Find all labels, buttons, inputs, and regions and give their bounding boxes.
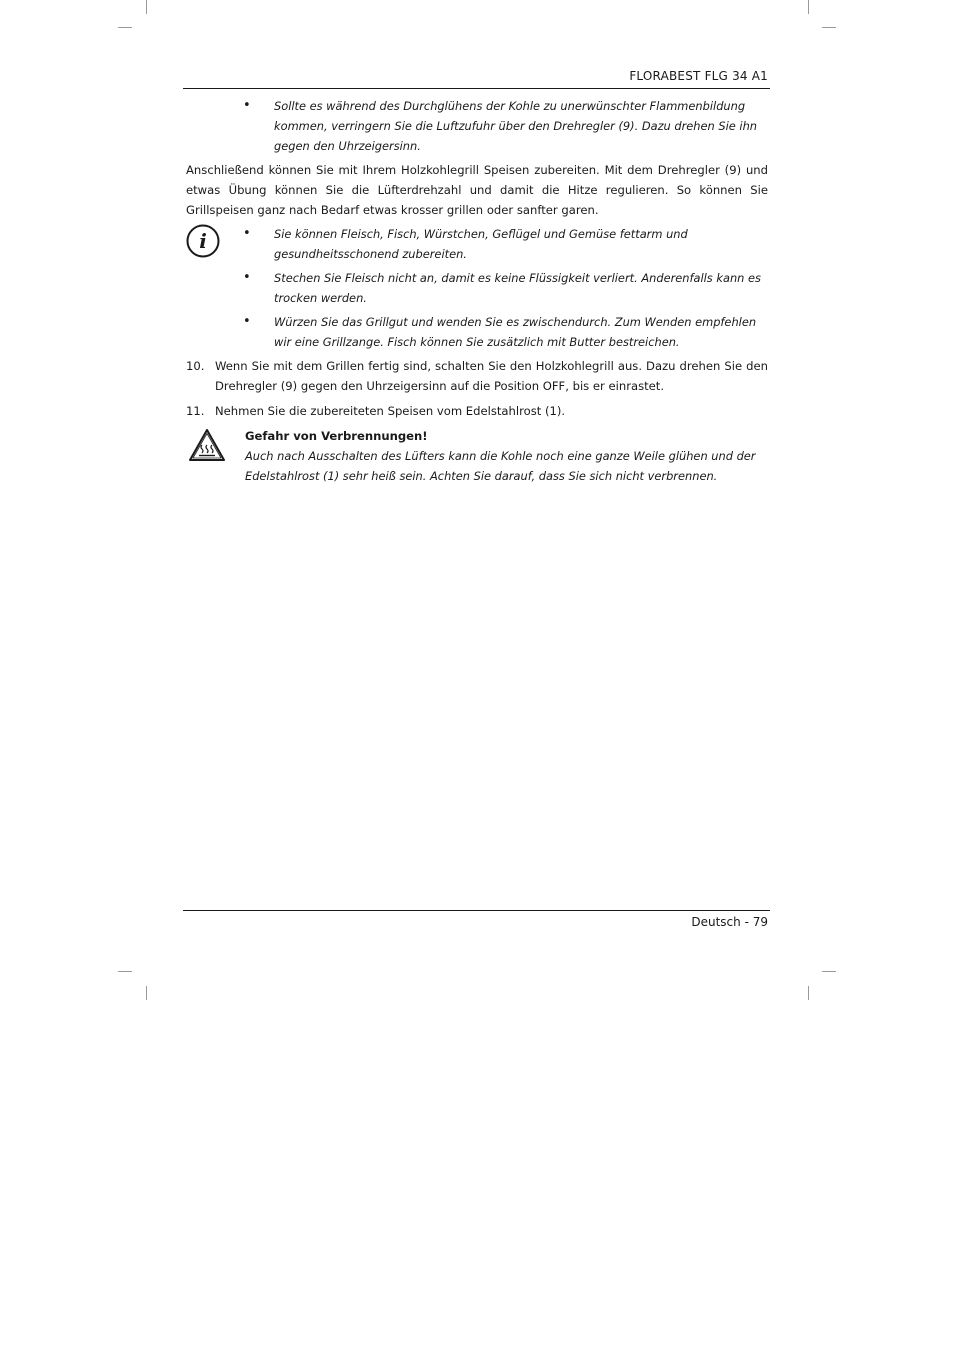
bullet-icon: • bbox=[243, 98, 251, 113]
page-header-product: FLORABEST FLG 34 A1 bbox=[629, 69, 768, 83]
crop-mark-top-right-v bbox=[808, 0, 809, 14]
step-text: Wenn Sie mit dem Grillen fertig sind, schalten Sie den Holzkohlegrill aus. Dazu drehen Sie den Drehregler (9) gegen den Uhrzeigersinn auf die Position OFF, bis er einrastet. bbox=[215, 359, 768, 393]
crop-mark-bottom-left-v bbox=[146, 986, 147, 1000]
crop-mark-bottom-right-h bbox=[822, 971, 836, 972]
step-item bbox=[186, 356, 768, 396]
step-text: Nehmen Sie die zubereiteten Speisen vom Edelstahlrost (1). bbox=[215, 404, 566, 418]
footer-rule bbox=[183, 910, 770, 911]
list-item bbox=[186, 96, 768, 156]
crop-mark-bottom-left-h bbox=[118, 971, 132, 972]
crop-mark-top-right-h bbox=[822, 27, 836, 28]
bullet-text: Würzen Sie das Grillgut und wenden Sie es zwischendurch. Zum Wenden empfehlen wir eine Grillzange. Fisch können Sie zusätzlich mit Butter bestreichen. bbox=[274, 315, 757, 349]
step-number: 10. bbox=[186, 359, 205, 373]
crop-mark-top-left-h bbox=[118, 27, 132, 28]
list-item bbox=[186, 224, 768, 264]
step-list bbox=[186, 356, 768, 421]
warning-title: Gefahr von Verbrennungen! bbox=[245, 429, 428, 443]
crop-mark-bottom-right-v bbox=[808, 986, 809, 1000]
bullet-icon: • bbox=[243, 226, 251, 241]
warning-text: Auch nach Ausschalten des Lüfters kann die Kohle noch eine ganze Weile glühen und der Edelstahlrost (1) sehr heiß sein. Achten Sie darauf, dass Sie sich nicht verbrennen. bbox=[245, 449, 756, 483]
info-bullet-list bbox=[186, 224, 768, 352]
intro-bullet-list bbox=[186, 96, 768, 156]
hot-surface-warning-icon bbox=[188, 428, 226, 462]
info-icon-symbol: i bbox=[199, 229, 207, 253]
info-note bbox=[186, 224, 768, 352]
page-footer-label: Deutsch - 79 bbox=[691, 915, 768, 929]
bullet-icon: • bbox=[243, 270, 251, 285]
bullet-text: Sollte es während des Durchglühens der Kohle zu unerwünschter Flammenbildung kommen, verringern Sie die Luftzufuhr über den Drehregler (9). Dazu drehen Sie ihn gegen den Uhrzeigersinn. bbox=[274, 99, 758, 153]
crop-mark-top-left-v bbox=[146, 0, 147, 14]
step-item bbox=[186, 401, 768, 421]
page-content bbox=[186, 96, 768, 486]
bullet-text: Stechen Sie Fleisch nicht an, damit es keine Flüssigkeit verliert. Anderenfalls kann es trocken werden. bbox=[274, 271, 761, 305]
list-item bbox=[186, 312, 768, 352]
warning-note bbox=[186, 426, 768, 486]
body-paragraph: Anschließend können Sie mit Ihrem Holzkohlegrill Speisen zubereiten. Mit dem Drehregler (9) und etwas Übung können Sie die Lüfterdrehzahl und damit die Hitze regulieren. So können Sie Grillspeisen ganz nach Bedarf etwas krosser grillen oder sanfter garen. bbox=[186, 163, 768, 217]
bullet-icon: • bbox=[243, 314, 251, 329]
header-rule bbox=[183, 88, 770, 89]
list-item bbox=[186, 268, 768, 308]
bullet-text: Sie können Fleisch, Fisch, Würstchen, Geflügel und Gemüse fettarm und gesundheitsschonend zubereiten. bbox=[274, 227, 688, 261]
step-number: 11. bbox=[186, 404, 205, 418]
